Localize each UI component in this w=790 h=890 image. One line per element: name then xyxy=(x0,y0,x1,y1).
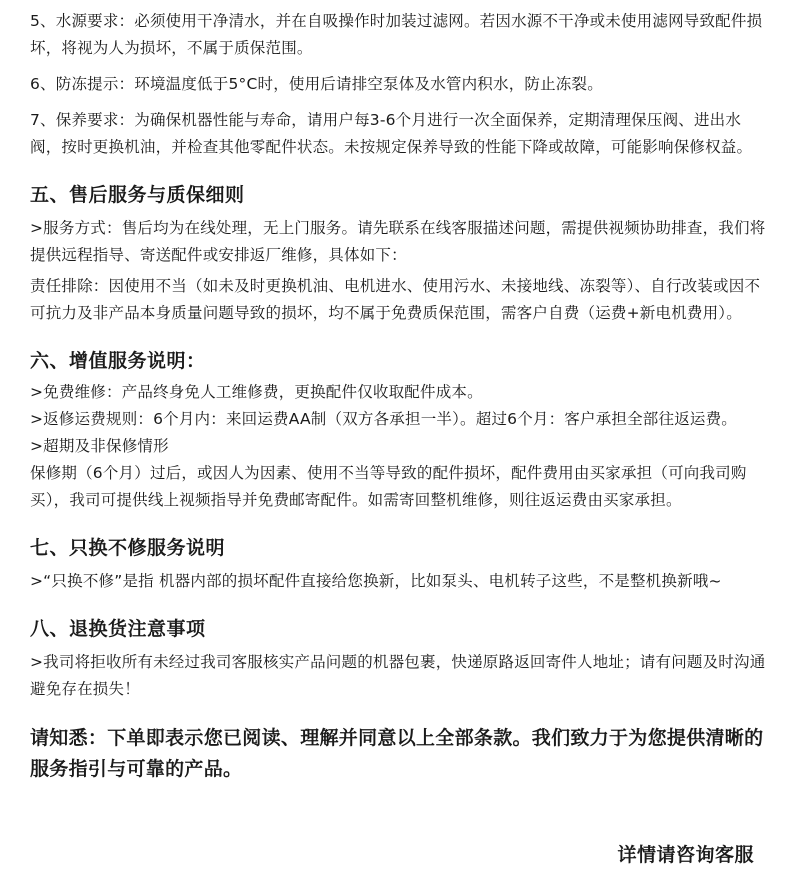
terms-document xyxy=(30,0,766,785)
s6-free-repair: >免费维修：产品终身免人工维修费，更换配件仅收取配件成本。 xyxy=(30,383,483,401)
item-water-source: 5、水源要求：必须使用干净清水，并在自吸操作时加装过滤网。若因水源不干净或未使用滤网导致配件损坏，将视为人为损坏，不属于质保范围。 xyxy=(30,12,763,57)
section-5-title: 五、售后服务与质保细则 xyxy=(30,184,245,206)
agreement-notice: 请知悉：下单即表示您已阅读、理解并同意以上全部条款。我们致力于为您提供清晰的服务指引与可靠的产品。 xyxy=(30,727,764,780)
section-7-title: 七、只换不修服务说明 xyxy=(30,537,226,559)
s6-out-of-warranty-title: >超期及非保修情形 xyxy=(30,437,169,455)
item-antifreeze: 6、防冻提示：环境温度低于5°C时，使用后请排空泵体及水管内积水，防止冻裂。 xyxy=(30,75,603,93)
s5-service-mode: >服务方式：售后均为在线处理，无上门服务。请先联系在线客服描述问题，需提供视频协助排查，我们将提供远程指导、寄送配件或安排返厂维修，具体如下： xyxy=(30,219,766,264)
consult-support-text: 详情请咨询客服 xyxy=(617,844,754,866)
section-6-title: 六、增值服务说明： xyxy=(30,350,206,372)
section-8-title: 八、退换货注意事项 xyxy=(30,618,206,640)
s5-liability-exclusion: 责任排除：因使用不当（如未及时更换机油、电机进水、使用污水、未接地线、冻裂等）、自行改装或因不可抗力及非产品本身质量问题导致的损坏，均不属于免费质保范围，需客户自费（运费+新电机费用）。 xyxy=(30,277,761,322)
s6-out-of-warranty-detail: 保修期（6个月）过后，或因人为因素、使用不当等导致的配件损坏，配件费用由买家承担（可向我司购买），我司可提供线上视频指导并免费邮寄配件。如需寄回整机维修，则往返运费由买家承担。 xyxy=(30,464,747,509)
item-maintenance: 7、保养要求：为确保机器性能与寿命，请用户每3-6个月进行一次全面保养，定期清理保压阀、进出水阀，按时更换机油，并检查其他零配件状态。未按规定保养导致的性能下降或故障，可能影响保修权益。 xyxy=(30,111,753,156)
s6-shipping-rules: >返修运费规则：6个月内：来回运费AA制（双方各承担一半）。超过6个月：客户承担全部往返运费。 xyxy=(30,410,738,428)
s7-replace-only: >“只换不修”是指 机器内部的损坏配件直接给您换新，比如泵头、电机转子这些，不是整机换新哦~ xyxy=(30,572,722,590)
s8-returns-notice: >我司将拒收所有未经过我司客服核实产品问题的机器包裹，快递原路返回寄件人地址；请有问题及时沟通避免存在损失！ xyxy=(30,653,766,698)
